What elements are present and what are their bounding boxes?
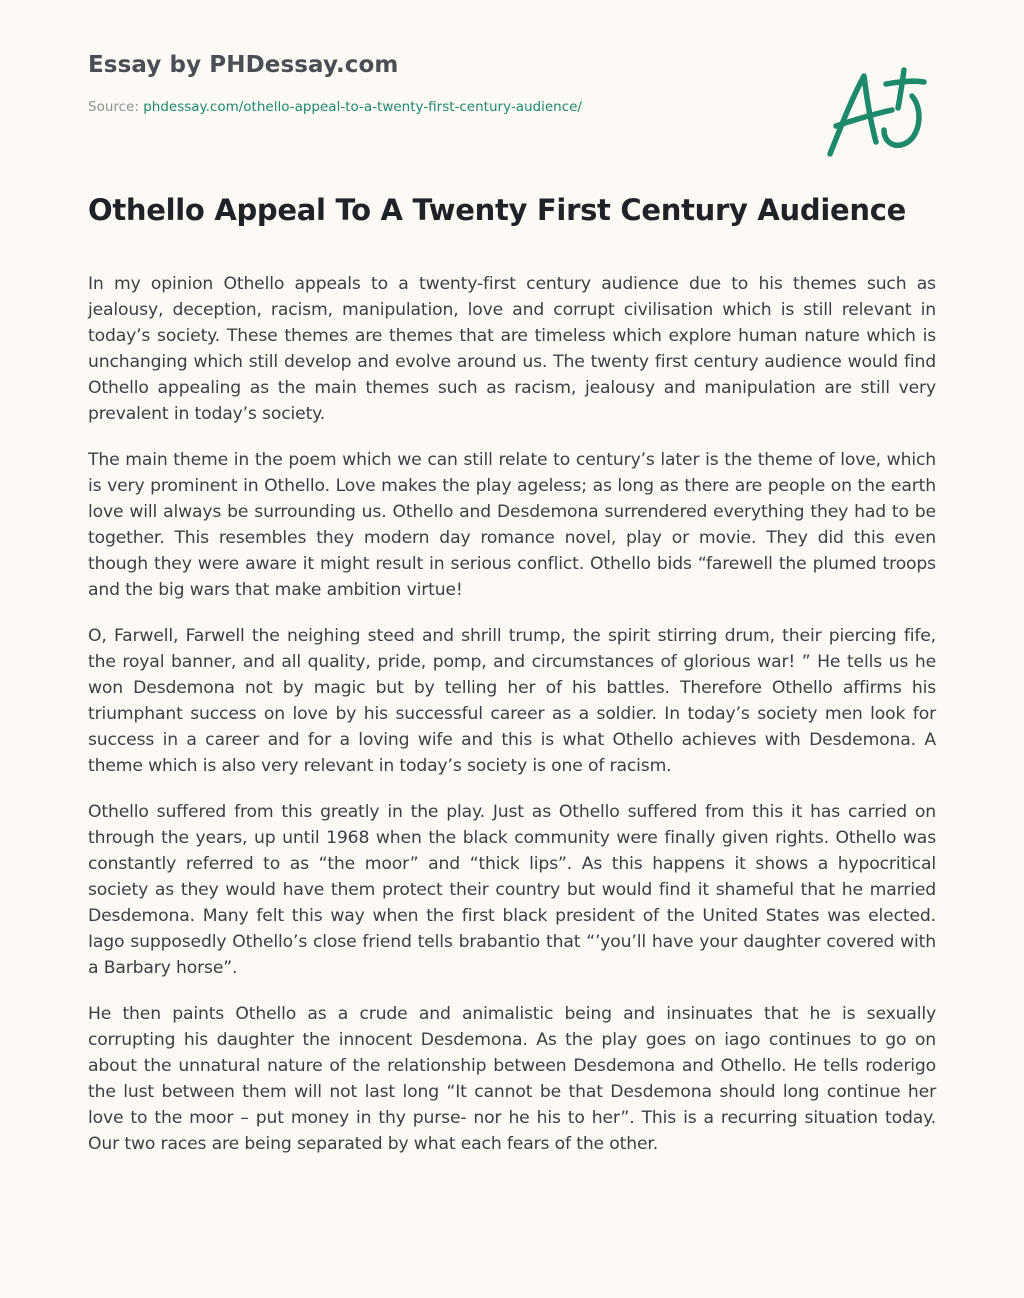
essay-title: Othello Appeal To A Twenty First Century Audience [88, 193, 906, 227]
a-plus-logo-icon [820, 62, 932, 162]
source-link[interactable]: phdessay.com/othello-appeal-to-a-twenty-first-century-audience/ [143, 99, 582, 115]
essay-paragraph: Othello suffered from this greatly in the play. Just as Othello suffered from this it has carried on through the years, up until 1968 when the black community were finally given rights. Othello was constantly referred to as “the moor” and “thick lips”. As this happens it shows a hypocritical society as they would have them protect their country but would find it shameful that he married Desdemona. Many felt this way when the first black president of the United States was elected. Iago supposedly Othello’s close friend tells brabantio that “’you’ll have your daughter covered with a Barbary horse”. [88, 802, 936, 978]
essay-body [88, 271, 936, 1177]
source-line [88, 98, 788, 116]
essay-paragraph: O, Farwell, Farwell the neighing steed and shrill trump, the spirit stirring drum, their piercing fife, the royal banner, and all quality, pride, pomp, and circumstances of glorious war! ” He tells us he won Desdemona not by magic but by telling her of his battles. Therefore Othello affirms his triumphant success on love by his successful career as a soldier. In today’s society men look for success in a career and for a loving wife and this is what Othello achieves with Desdemona. A theme which is also very relevant in today’s society is one of racism. [88, 626, 936, 776]
site-title: Essay by PHDessay.com [88, 52, 399, 78]
essay-paragraph: The main theme in the poem which we can still relate to century’s later is the theme of love, which is very prominent in Othello. Love makes the play ageless; as long as there are people on the earth love will always be surrounding us. Othello and Desdemona surrendered everything they had to be together. This resembles they modern day romance novel, play or movie. They did this even though they were aware it might result in serious conflict. Othello bids “farewell the plumed troops and the big wars that make ambition virtue! [88, 450, 936, 600]
page-header [88, 48, 788, 116]
source-label: Source: [88, 99, 144, 115]
essay-paragraph: In my opinion Othello appeals to a twenty-first century audience due to his themes such as jealousy, deception, racism, manipulation, love and corrupt civilisation which is still relevant in today’s society. These themes are themes that are timeless which explore human nature which is unchanging which still develop and evolve around us. The twenty first century audience would find Othello appealing as the main themes such as racism, jealousy and manipulation are still very prevalent in today’s society. [88, 274, 936, 424]
essay-paragraph: He then paints Othello as a crude and animalistic being and insinuates that he is sexually corrupting his daughter the innocent Desdemona. As the play goes on iago continues to go on about the unnatural nature of the relationship between Desdemona and Othello. He tells roderigo the lust between them will not last long “It cannot be that Desdemona should long continue her love to the moor – put money in thy purse- nor he his to her”. This is a recurring situation today. Our two races are being separated by what each fears of the other. [88, 1004, 936, 1154]
